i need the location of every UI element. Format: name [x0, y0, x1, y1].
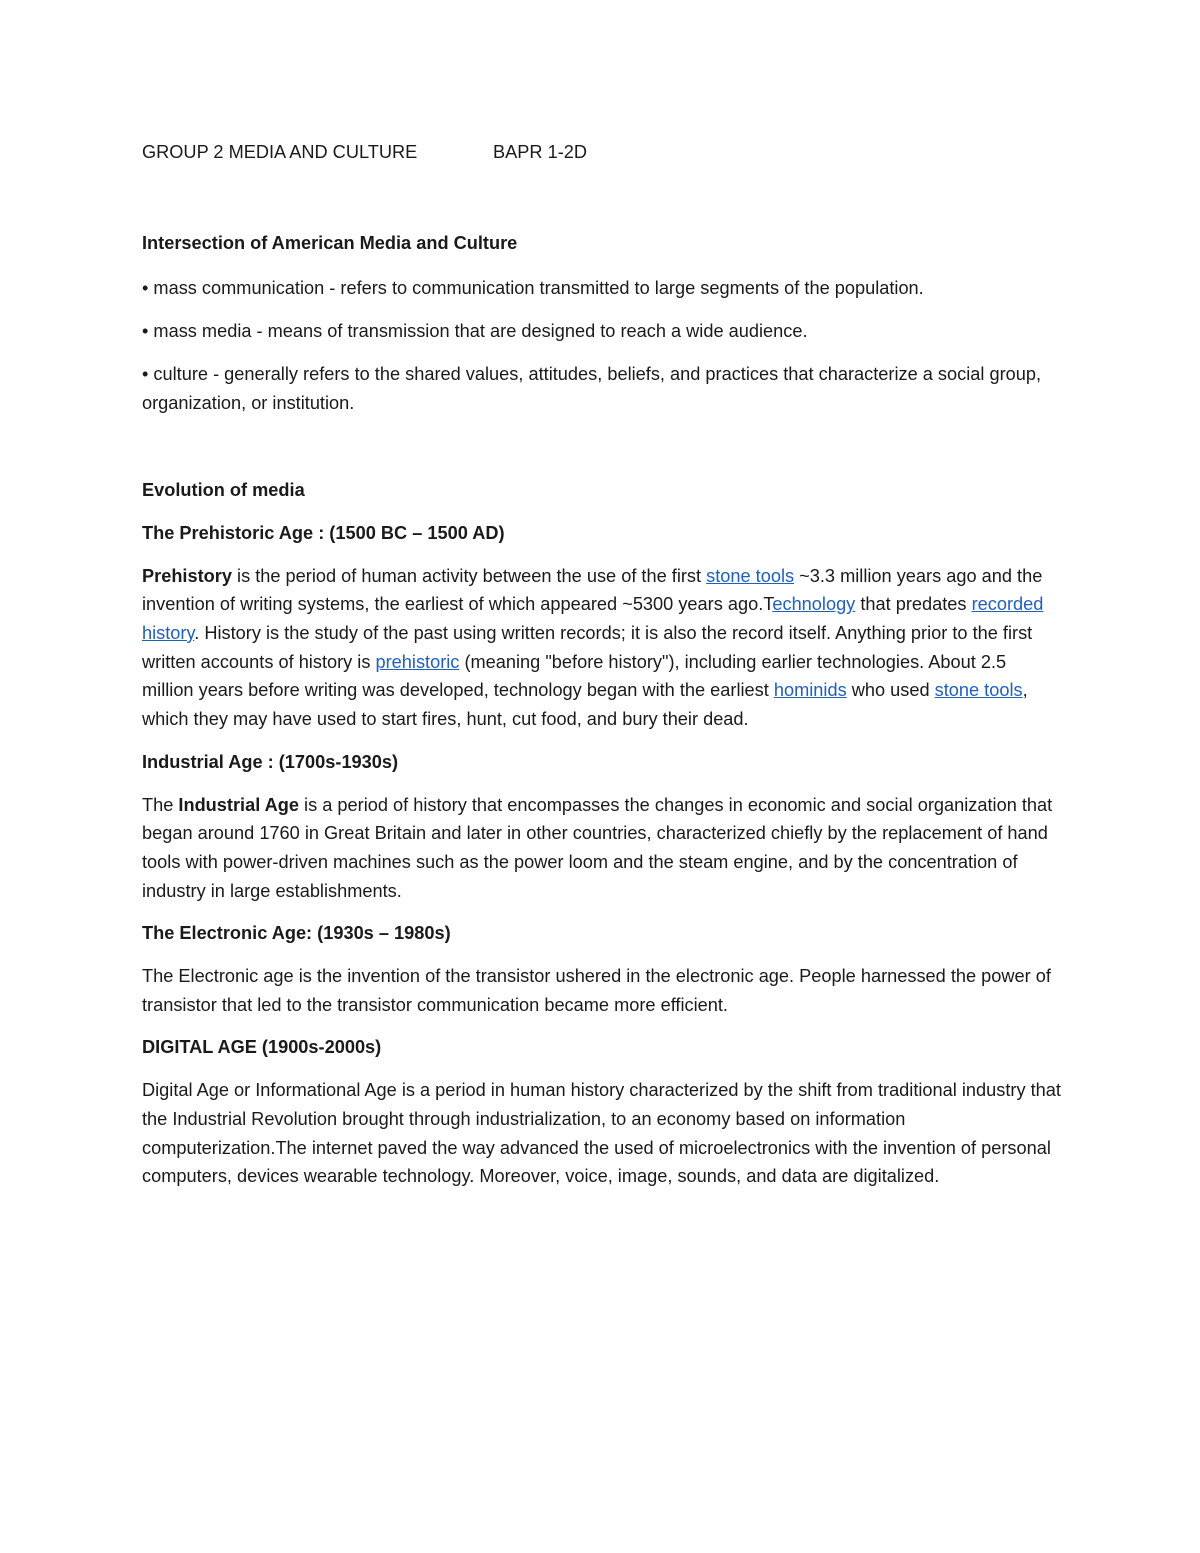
- bullet-culture: • culture - generally refers to the shared values, attitudes, beliefs, and practices that characterize a social group, organization, or institution.: [142, 363, 1042, 413]
- document-header: [142, 138, 1062, 167]
- bullet-symbol: •: [142, 278, 149, 299]
- prehistoric-paragraph: Prehistory is the period of human activity between the use of the first stone tools ~3.3 million years ago and the invention of writing systems, the earliest of which appeared ~5300 years ago.Technology that predates recorded history. History is the study of the past using written records; it is also the record itself. Anything prior to the first written accounts of history is prehistoric (meaning "before history"), including earlier technologies. About 2.5 million years before writing was developed, technology began with the earliest hominids who used stone tools, which they may have used to start fires, hunt, cut food, and bury their dead.: [142, 565, 1044, 730]
- digital-heading: DIGITAL AGE (1900s-2000s): [142, 1037, 382, 1058]
- group-title: GROUP 2 MEDIA AND CULTURE: [142, 142, 418, 162]
- digital-paragraph: Digital Age or Informational Age is a period in human history characterized by the shift from traditional industry that the Industrial Revolution brought through industrialization, to an economy based on information computerization.The internet paved the way advanced the used of microelectronics with the invention of personal computers, devices wearable technology. Moreover, voice, image, sounds, and data are digitalized.: [142, 1080, 1061, 1187]
- technology-link[interactable]: echnology: [772, 594, 856, 615]
- stone-tools-link[interactable]: stone tools: [706, 565, 795, 586]
- bullet-symbol: •: [142, 321, 149, 342]
- hominids-link[interactable]: hominids: [773, 680, 847, 701]
- prehistoric-heading: The Prehistoric Age : (1500 BC – 1500 AD): [142, 522, 505, 543]
- evolution-heading: Evolution of media: [142, 480, 305, 501]
- electronic-heading: The Electronic Age: (1930s – 1980s): [142, 923, 451, 944]
- industrial-paragraph: The Industrial Age is a period of history that encompasses the changes in economic and social organization that began around 1760 in Great Britain and later in other countries, characterized chiefly by the replacement of hand tools with power-driven machines such as the power loom and the steam engine, and by the concentration of industry in large establishments.: [142, 794, 1053, 901]
- prehistoric-link[interactable]: prehistoric: [375, 651, 460, 672]
- stone-tools-link-2[interactable]: stone tools: [934, 680, 1023, 701]
- industrial-heading: Industrial Age : (1700s-1930s): [142, 751, 399, 772]
- bullet-mass-media: • mass media - means of transmission that are designed to reach a wide audience.: [142, 321, 808, 342]
- section-code: BAPR 1-2D: [493, 142, 588, 162]
- bullet-mass-communication: • mass communication - refers to communication transmitted to large segments of the population.: [142, 278, 924, 299]
- document-page: [142, 138, 1062, 1191]
- electronic-paragraph: The Electronic age is the invention of the transistor ushered in the electronic age. People harnessed the power of transistor that led to the transistor communication became more efficient.: [142, 966, 1051, 1015]
- intersection-heading: Intersection of American Media and Culture: [142, 232, 518, 253]
- recorded-history-link[interactable]: recorded history: [142, 594, 1044, 644]
- bullet-symbol: •: [142, 363, 149, 384]
